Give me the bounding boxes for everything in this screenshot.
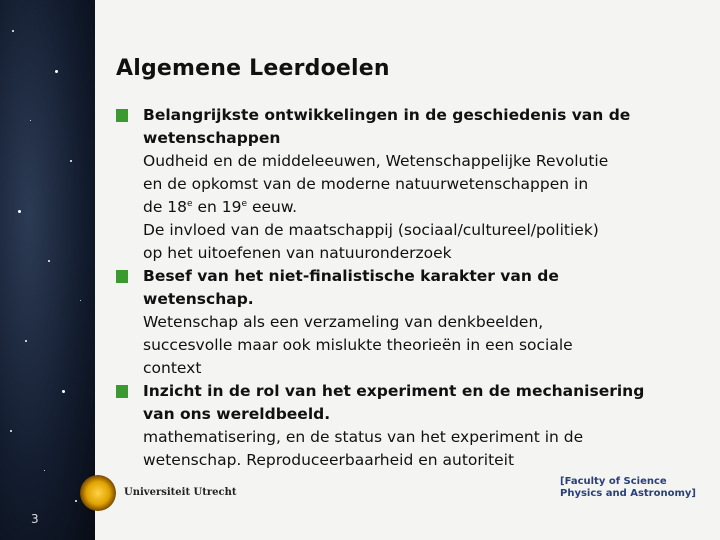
sub-item-3: Wetenschap als een verzameling van denkbeelden, succesvolle maar ook mislukte theorieën in een sociale context bbox=[143, 313, 573, 377]
square-bullet-icon bbox=[116, 385, 128, 398]
bullet-item-1: Belangrijkste ontwikkelingen in de geschiedenis van de wetenschappen bbox=[116, 104, 720, 150]
sub-item-1: Oudheid en de middeleeuwen, Wetenschappelijke Revolutie en de opkomst van de moderne natuurwetenschappen in de 18e en 19e eeuw. bbox=[143, 152, 609, 216]
university-seal-icon bbox=[80, 475, 116, 511]
slide-title: Algemene Leerdoelen bbox=[116, 56, 390, 81]
bullet-item-3: Inzicht in de rol van het experiment en de mechanisering van ons wereldbeeld. bbox=[116, 380, 720, 426]
square-bullet-icon bbox=[116, 109, 128, 122]
square-bullet-icon bbox=[116, 270, 128, 283]
slide-content bbox=[116, 104, 720, 472]
page-number: 3 bbox=[31, 512, 39, 526]
faculty-label: [Faculty of Science Physics and Astronomy] bbox=[560, 476, 696, 499]
sub-item-2: De invloed van de maatschappij (sociaal/cultureel/politiek) op het uitoefenen van natuuronderzoek bbox=[143, 221, 599, 262]
university-name: Universiteit Utrecht bbox=[124, 487, 237, 498]
sub-item-4: mathematisering, en de status van het experiment in de wetenschap. Reproduceerbaarheid en autoriteit bbox=[143, 428, 584, 469]
bullet-item-2: Besef van het niet-finalistische karakter van de wetenschap. bbox=[116, 265, 720, 311]
starfield-sidebar bbox=[0, 0, 95, 540]
